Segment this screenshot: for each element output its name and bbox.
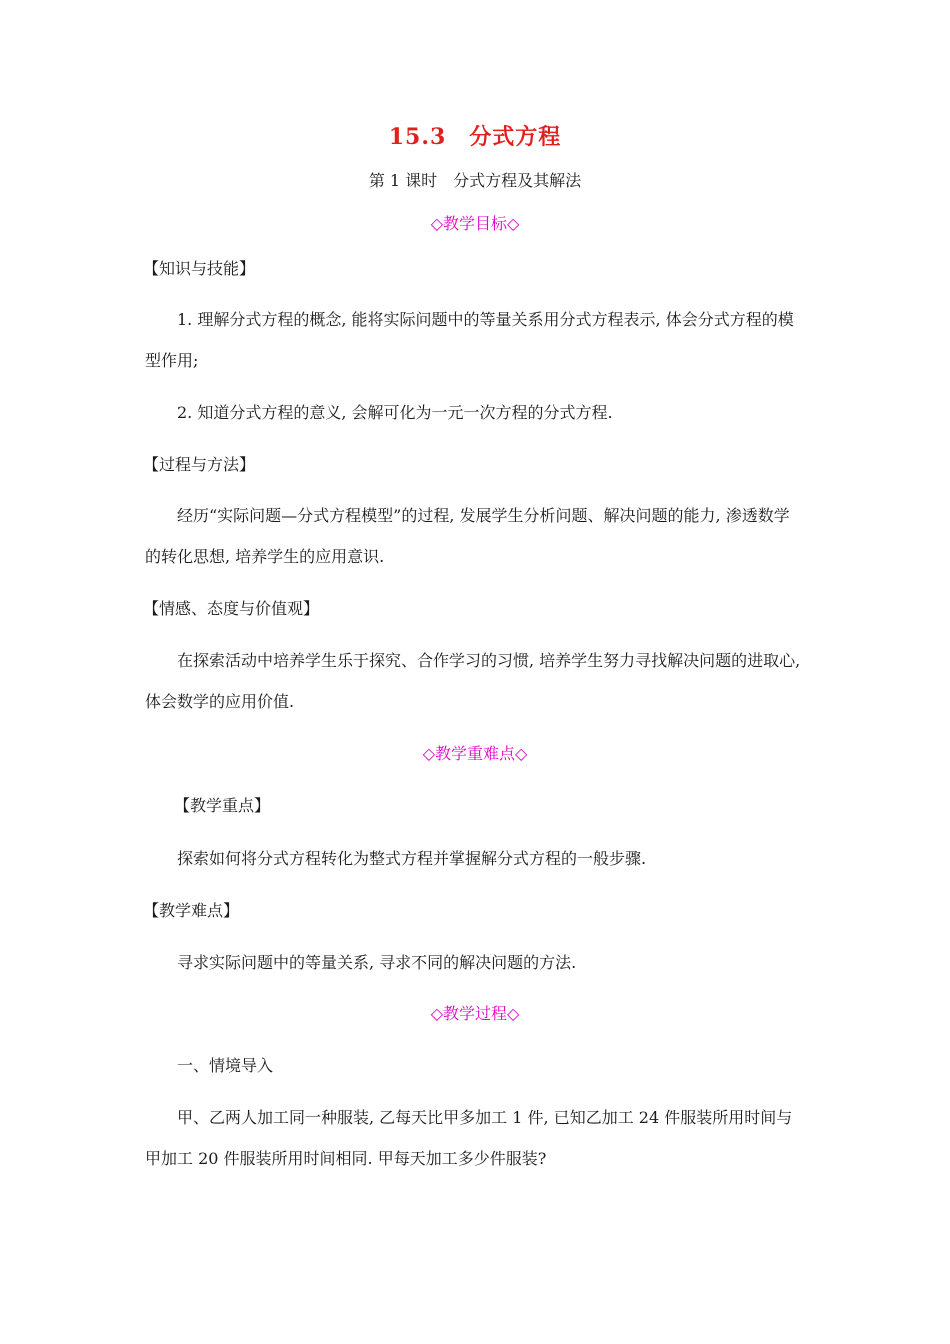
focus-text: 探索如何将分式方程转化为整式方程并掌握解分式方程的一般步骤. — [177, 849, 647, 868]
knowledge-item-1: 1. 理解分式方程的概念, 能将实际问题中的等量关系用分式方程表示, 体会分式方程的模型作用; — [145, 310, 794, 370]
heading-intro: 一、情境导入 — [177, 1056, 274, 1075]
heading-difficulty: 【教学难点】 — [143, 901, 240, 920]
method-text: 经历“实际问题—分式方程模型”的过程, 发展学生分析问题、解决问题的能力, 渗透数学的转化思想, 培养学生的应用意识. — [145, 506, 790, 566]
difficulty-text: 寻求实际问题中的等量关系, 寻求不同的解决问题的方法. — [177, 953, 577, 972]
heading-emotion: 【情感、态度与价值观】 — [143, 599, 320, 618]
page-subtitle: 第 1 课时 分式方程及其解法 — [368, 171, 582, 190]
heading-knowledge: 【知识与技能】 — [143, 259, 256, 278]
knowledge-item-2: 2. 知道分式方程的意义, 会解可化为一元一次方程的分式方程. — [177, 403, 613, 422]
section-key-points: ◇教学重难点◇ — [422, 744, 528, 763]
section-process: ◇教学过程◇ — [430, 1004, 520, 1023]
emotion-text: 在探索活动中培养学生乐于探究、合作学习的习惯, 培养学生努力寻找解决问题的进取心, 体会数学的应用价值. — [145, 651, 801, 711]
intro-text: 甲、乙两人加工同一种服装, 乙每天比甲多加工 1 件, 已知乙加工 24 件服装所用时间与甲加工 20 件服装所用时间相同. 甲每天加工多少件服装? — [145, 1108, 793, 1168]
heading-method: 【过程与方法】 — [143, 455, 256, 474]
heading-focus: 【教学重点】 — [174, 796, 271, 815]
page-title: 15.3 分式方程 — [388, 124, 562, 150]
section-goals: ◇教学目标◇ — [430, 214, 520, 233]
